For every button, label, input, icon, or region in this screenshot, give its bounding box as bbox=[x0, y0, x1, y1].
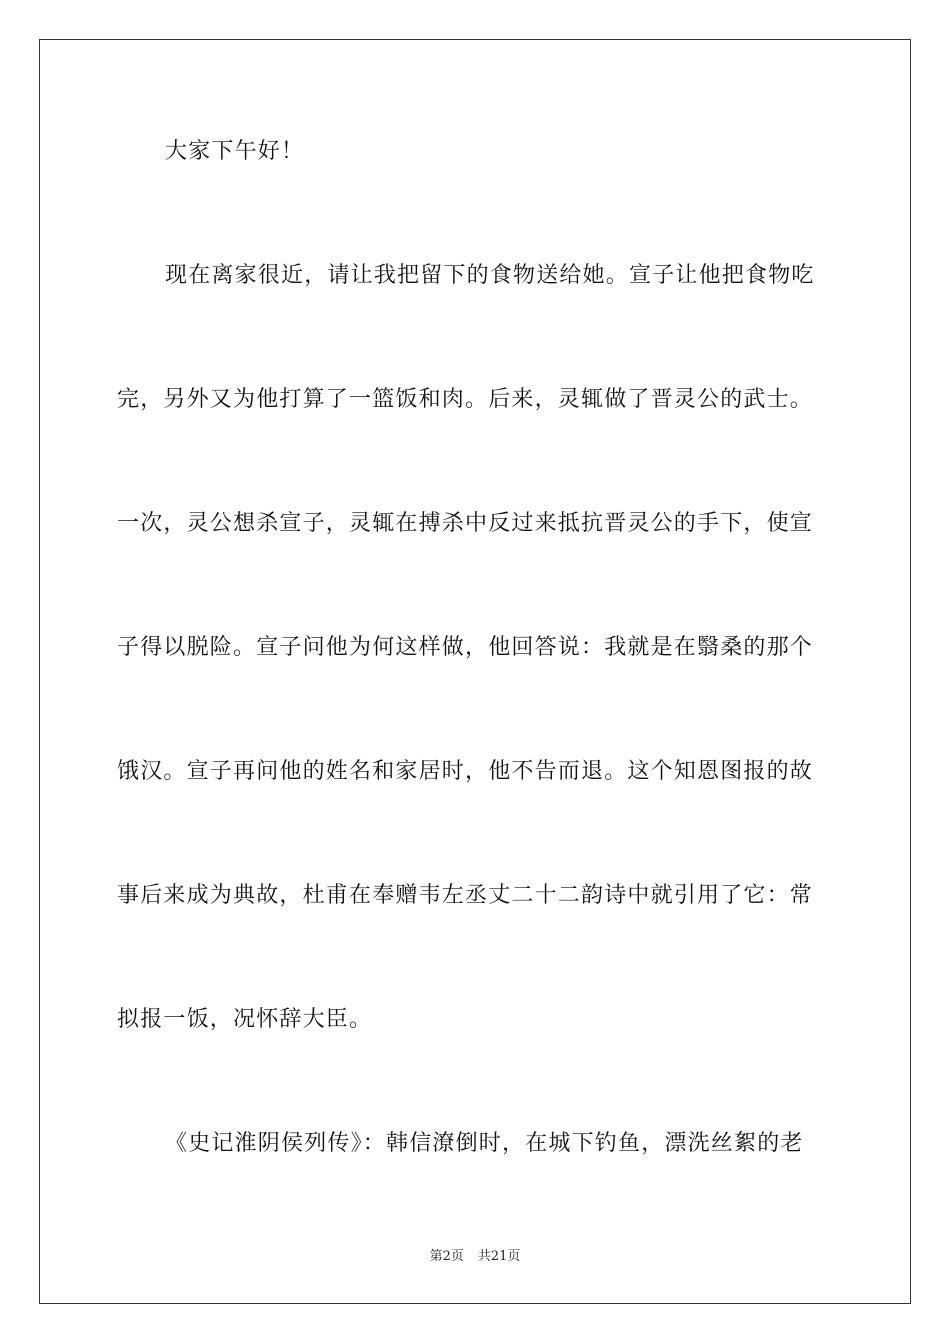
page-border bbox=[39, 39, 911, 1304]
page-footer bbox=[0, 1248, 950, 1266]
paragraph-line: 完，另外又为他打算了一篮饭和肉。后来，灵辄做了晋灵公的武士。 bbox=[117, 387, 814, 412]
paragraph-line: 饿汉。宣子再问他的姓名和家居时，他不告而退。这个知恩图报的故 bbox=[117, 759, 814, 784]
paragraph-line: 现在离家很近，请让我把留下的食物送给她。宣子让他把食物吃 bbox=[165, 263, 815, 288]
paragraph-line: 子得以脱险。宣子问他为何这样做，他回答说：我就是在翳桑的那个 bbox=[117, 635, 814, 660]
paragraph-line: 一次，灵公想杀宣子，灵辄在搏杀中反过来抵抗晋灵公的手下，使宣 bbox=[117, 511, 814, 536]
page-total: 共21页 bbox=[477, 1249, 521, 1264]
paragraph-line: 事后来成为典故，杜甫在奉赠韦左丞丈二十二韵诗中就引用了它：常 bbox=[117, 883, 814, 908]
paragraph-line: 拟报一饭，况怀辞大臣。 bbox=[117, 1007, 373, 1032]
greeting-line: 大家下午好！ bbox=[165, 139, 305, 164]
paragraph-line: 《史记淮阴侯列传》：韩信潦倒时，在城下钓鱼，漂洗丝絮的老 bbox=[165, 1131, 804, 1156]
page-number: 第2页 bbox=[429, 1249, 464, 1264]
